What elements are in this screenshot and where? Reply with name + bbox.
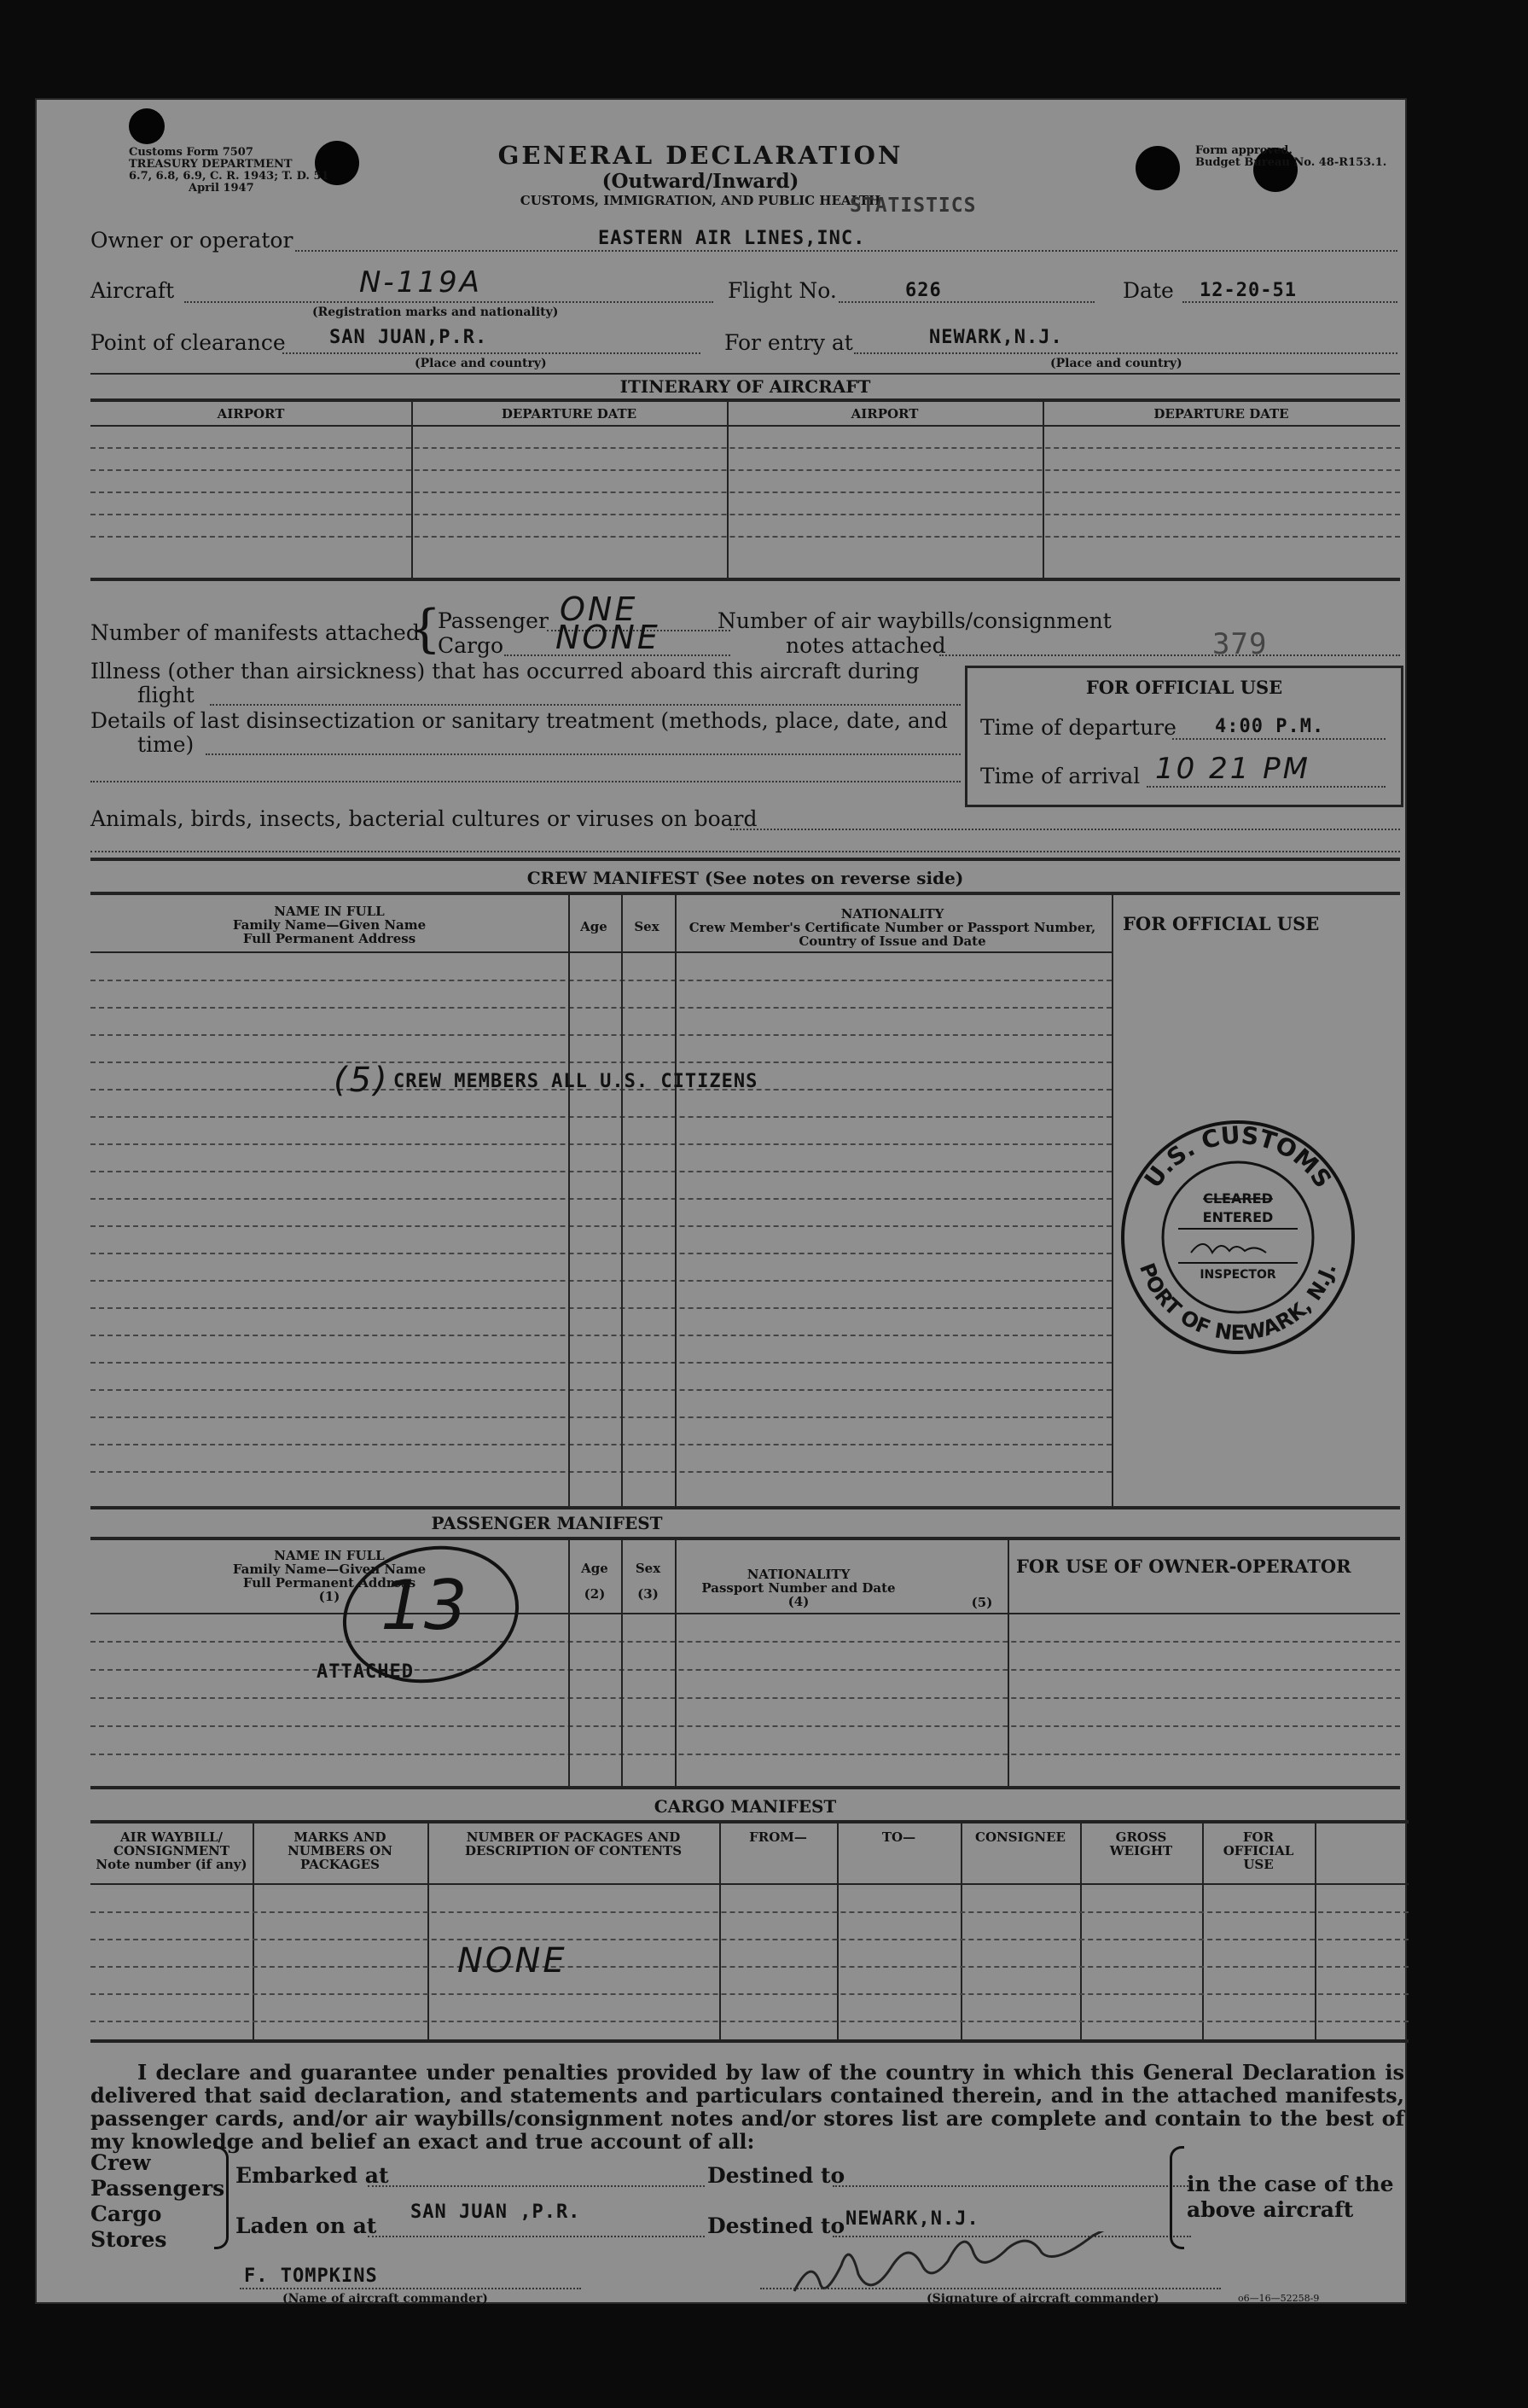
- form-subtitle: (Outward/Inward): [601, 170, 799, 193]
- entry-value: NEWARK,N.J.: [929, 327, 1063, 348]
- stamp-signature-mark: [1191, 1244, 1266, 1253]
- itinerary-top-rule: [90, 373, 1400, 375]
- itinerary-title-rule: [90, 398, 1400, 402]
- signature-label: (Signature of aircraft commander): [927, 2292, 1159, 2306]
- itinerary-divider-1: [411, 400, 413, 578]
- stamp-inner-ring: [1163, 1162, 1313, 1312]
- crew-header-rule: [90, 951, 1112, 953]
- form-title: GENERAL DECLARATION: [497, 141, 903, 170]
- cargo-col-header: [90, 1830, 253, 1871]
- cargo-divider: [837, 1822, 839, 2039]
- commander-label: (Name of aircraft commander): [282, 2292, 488, 2306]
- passenger-title: PASSENGER MANIFEST: [431, 1513, 663, 1533]
- cargo-col-header-line: OFFICIAL: [1223, 1843, 1294, 1858]
- cargo-col-header-line: USE: [1243, 1857, 1274, 1872]
- passenger-count-label: Passenger: [438, 608, 549, 633]
- crew-col-nat-sub-1: Crew Member's Certificate Number or Passport Number,: [688, 920, 1096, 935]
- itinerary-row-5: [90, 536, 1400, 538]
- passenger-row-2: [90, 1669, 1400, 1671]
- crew-col-name-sub-2: Full Permanent Address: [242, 931, 416, 946]
- declaration-text: I declare and guarantee under penalties provided by law of the country in which this General Declaration is delivered that said declaration, and statements and particulars contained therein, and in the attached manifests, passenger cards, and/or air waybills/consignment notes and/or stores list are complete and contain to the best of my knowledge and belief an exact and true account of all:: [90, 2060, 1404, 2154]
- crew-divider-sex: [621, 893, 623, 1506]
- laden-line: [368, 2236, 705, 2237]
- form-id: Customs Form 7507: [129, 146, 253, 159]
- arrival-time-line: [1147, 786, 1386, 788]
- cargo-divider: [961, 1822, 962, 2039]
- crew-title-rule: [90, 892, 1400, 895]
- clearance-label: Point of clearance: [90, 330, 286, 355]
- crew-row: [90, 1389, 1112, 1391]
- declaration-items: [90, 2150, 224, 2253]
- owner-value: EASTERN AIR LINES,INC.: [598, 228, 866, 249]
- cargo-count-value: NONE: [555, 619, 660, 656]
- stamp-top-path: U.S. CUSTOMS: [1138, 1120, 1338, 1194]
- declaration-sheet: [35, 98, 1407, 2304]
- waybill-label-2: notes attached: [786, 633, 946, 658]
- embarked-line: [368, 2185, 705, 2187]
- cargo-row: [90, 1966, 1409, 1968]
- aircraft-value: N-119A: [359, 265, 482, 300]
- crew-col-name-title: NAME IN FULL: [274, 904, 385, 919]
- itinerary-row-1: [90, 447, 1400, 449]
- clearance-value: SAN JUAN,P.R.: [329, 327, 488, 348]
- crew-row: [90, 1061, 1112, 1063]
- stamp-bottom-path: PORT OF NEWARK, N.J.: [1135, 1259, 1341, 1346]
- cargo-divider: [427, 1822, 429, 2039]
- owner-label: Owner or operator: [90, 228, 293, 253]
- passenger-divider-age: [568, 1538, 570, 1786]
- cargo-divider: [1202, 1822, 1204, 2039]
- regulations: 6.7, 6.8, 6.9, C. R. 1943; T. D. 51: [129, 170, 329, 183]
- cargo-divider: [719, 1822, 721, 2039]
- itinerary-col-airport-1: AIRPORT: [217, 406, 285, 422]
- passenger-count-value: ONE: [560, 590, 638, 628]
- itinerary-divider-2: [727, 400, 729, 578]
- itinerary-header-rule: [90, 425, 1400, 427]
- passenger-col-5: (5): [971, 1595, 993, 1610]
- destined-value: NEWARK,N.J.: [845, 2208, 979, 2230]
- cargo-bottom-rule: [90, 2039, 1409, 2043]
- cargo-title-rule: [90, 1820, 1409, 1823]
- crew-row: [90, 1444, 1112, 1445]
- waybill-line: [939, 654, 1400, 656]
- destined-label-1: Destined to: [707, 2163, 845, 2188]
- destined-line-1: [833, 2185, 1191, 2187]
- crew-row: [90, 1280, 1112, 1282]
- official-use-box: [965, 666, 1403, 807]
- arrival-time-value: 10 21 PM: [1155, 752, 1310, 786]
- itinerary-title: ITINERARY OF AIRCRAFT: [619, 376, 871, 397]
- aircraft-label: Aircraft: [90, 278, 175, 303]
- crew-row: [90, 1034, 1112, 1036]
- signature-line: [760, 2288, 1221, 2289]
- cargo-col-header-line: WEIGHT: [1109, 1843, 1173, 1858]
- animals-line-2: [90, 851, 1400, 852]
- laden-value: SAN JUAN ,P.R.: [410, 2202, 581, 2223]
- stamp-entered: ENTERED: [1202, 1209, 1274, 1225]
- owner-line: [295, 250, 1397, 252]
- disinsect-label-1: Details of last disinsectization or sanitary treatment (methods, place, date, and: [90, 708, 948, 733]
- animals-label: Animals, birds, insects, bacterial cultures or viruses on board: [90, 806, 758, 831]
- passenger-row-1: [90, 1641, 1400, 1643]
- cargo-col-header-line: CONSIGNMENT: [113, 1843, 229, 1858]
- cargo-col-header-line: NUMBER OF PACKAGES AND: [466, 1829, 681, 1845]
- passenger-attached: ATTACHED: [317, 1661, 414, 1683]
- date-line: [1182, 301, 1397, 303]
- passenger-divider-nat: [675, 1538, 677, 1786]
- cargo-col-header-line: MARKS AND: [293, 1829, 386, 1845]
- crew-row: [90, 1471, 1112, 1473]
- cargo-col-header-line: AIR WAYBILL/: [119, 1829, 224, 1845]
- customs-stamp: [1110, 1109, 1366, 1365]
- illness-label-1: Illness (other than airsickness) that has occurred aboard this aircraft during: [90, 659, 920, 683]
- passenger-title-rule: [90, 1537, 1400, 1540]
- cargo-col-header: [427, 1830, 719, 1858]
- cargo-row: [90, 1911, 1409, 1913]
- passenger-col-owner: FOR USE OF OWNER-OPERATOR: [1016, 1556, 1351, 1577]
- date-label: Date: [1123, 278, 1174, 303]
- aircraft-note: (Registration marks and nationality): [312, 305, 559, 319]
- cargo-col-header: [719, 1830, 837, 1844]
- form-subtitle-2: CUSTOMS, IMMIGRATION, AND PUBLIC HEALTH: [520, 193, 881, 208]
- crew-col-nationality: [675, 907, 1110, 948]
- manifests-label: Number of manifests attached: [90, 620, 420, 645]
- approval-line-1: Form approved.: [1195, 144, 1293, 157]
- passenger-row-5: [90, 1754, 1400, 1755]
- crew-row: [90, 1253, 1112, 1254]
- declaration-item-stores: Stores: [90, 2227, 167, 2252]
- cargo-col-header: [961, 1830, 1080, 1844]
- destined-label-2: Destined to: [707, 2213, 845, 2238]
- passenger-bottom-rule: [90, 1786, 1400, 1789]
- approval-block: [1195, 145, 1400, 169]
- crew-entry-text: CREW MEMBERS ALL U.S. CITIZENS: [393, 1071, 758, 1092]
- crew-entry-count: (5): [334, 1061, 390, 1100]
- passenger-col-nationality: [675, 1568, 922, 1608]
- date-value: 12-20-51: [1200, 280, 1297, 301]
- cargo-col-header: [1080, 1830, 1202, 1858]
- cargo-divider: [1080, 1822, 1082, 2039]
- cargo-divider: [253, 1822, 254, 2039]
- punch-hole-corner: [129, 108, 165, 144]
- case-line-2: above aircraft: [1187, 2197, 1354, 2222]
- cargo-row: [90, 1939, 1409, 1940]
- passenger-col-age-title: Age: [581, 1561, 608, 1576]
- cargo-col-header-line: PACKAGES: [300, 1857, 380, 1872]
- cargo-count-label: Cargo: [438, 633, 504, 658]
- passenger-col-nat-title: NATIONALITY: [747, 1567, 851, 1582]
- itinerary-bottom-rule: [90, 578, 1400, 581]
- crew-row: [90, 1362, 1112, 1364]
- aircraft-line: [184, 301, 713, 303]
- crew-row: [90, 1007, 1112, 1009]
- itinerary-divider-3: [1043, 400, 1044, 578]
- clearance-place-note: (Place and country): [415, 357, 547, 370]
- illness-line: [210, 704, 961, 706]
- passenger-row-4: [90, 1725, 1400, 1727]
- flight-no-value: 626: [905, 280, 942, 301]
- animals-line-1: [730, 829, 1400, 830]
- stamp-inspector: INSPECTOR: [1200, 1268, 1276, 1282]
- itinerary-col-date-2: DEPARTURE DATE: [1153, 406, 1289, 422]
- crew-col-nat-sub-2: Country of Issue and Date: [799, 934, 986, 949]
- clearance-line: [282, 352, 700, 354]
- crew-row: [90, 1335, 1112, 1336]
- waybill-label-1: Number of air waybills/consignment: [718, 608, 1112, 633]
- cargo-col-header-line: NUMBERS ON: [288, 1843, 392, 1858]
- form-id-block: [129, 147, 351, 195]
- cargo-col-header-line: FOR: [1242, 1829, 1275, 1845]
- flight-no-label: Flight No.: [728, 278, 837, 303]
- passenger-col-age: [568, 1562, 621, 1601]
- passenger-col-sex-title: Sex: [635, 1561, 661, 1576]
- crew-divider-nat: [675, 893, 677, 1506]
- itinerary-row-4: [90, 514, 1400, 515]
- crew-row: [90, 980, 1112, 981]
- cargo-col-header-line: Note number (if any): [96, 1857, 247, 1872]
- crew-bottom-rule: [90, 1506, 1400, 1509]
- disinsect-line-2: [90, 781, 961, 782]
- crew-col-official: FOR OFFICIAL USE: [1123, 913, 1320, 934]
- cargo-header-rule: [90, 1883, 1409, 1885]
- flight-no-line: [839, 301, 1095, 303]
- illness-label-2: flight: [137, 683, 195, 707]
- declaration-brace-left: [214, 2146, 229, 2249]
- cargo-title: CARGO MANIFEST: [654, 1796, 837, 1817]
- stamp-number: 379: [1212, 627, 1268, 661]
- manifests-brace: {: [409, 599, 442, 659]
- declaration-item-passengers: Passengers: [90, 2176, 225, 2201]
- crew-col-name-sub-1: Family Name—Given Name: [232, 917, 427, 933]
- passenger-col-sex-num: (3): [637, 1586, 659, 1602]
- itinerary-col-airport-2: AIRPORT: [851, 406, 919, 422]
- entry-place-note: (Place and country): [1050, 357, 1182, 370]
- departure-time-line: [1172, 738, 1386, 740]
- crew-top-rule: [90, 858, 1400, 861]
- form-date: April 1947: [189, 182, 254, 195]
- stamp-top-text: [1139, 1121, 1338, 1194]
- cargo-col-header-line: CONSIGNEE: [975, 1829, 1066, 1845]
- crew-row: [90, 1143, 1112, 1145]
- itinerary-row-3: [90, 491, 1400, 493]
- laden-label: Laden on at: [235, 2213, 377, 2238]
- crew-row: [90, 1171, 1112, 1172]
- cargo-divider: [1315, 1822, 1316, 2039]
- disinsect-label-2: time): [137, 732, 195, 757]
- statistics-stamp: STATISTICS: [850, 195, 977, 217]
- passenger-col-name-sub-2: Full Permanent Address: [242, 1575, 416, 1591]
- itinerary-col-date-1: DEPARTURE DATE: [501, 406, 637, 422]
- commander-line: [240, 2288, 581, 2289]
- passenger-header-rule: [90, 1613, 1400, 1614]
- crew-title: CREW MANIFEST (See notes on reverse side): [526, 868, 964, 888]
- passenger-col-age-num: (2): [584, 1586, 606, 1602]
- passenger-divider-sex: [621, 1538, 623, 1786]
- case-text: [1187, 2172, 1394, 2223]
- passenger-row-3: [90, 1697, 1400, 1699]
- official-use-title: FOR OFFICIAL USE: [1085, 677, 1283, 698]
- punch-hole-right-1: [1136, 146, 1180, 190]
- cargo-col-header-line: TO—: [881, 1829, 916, 1845]
- departure-time-value: 4:00 P.M.: [1215, 716, 1325, 737]
- cargo-entry: NONE: [457, 1941, 567, 1980]
- embarked-label: Embarked at: [235, 2163, 389, 2188]
- passenger-col-name-sub-1: Family Name—Given Name: [232, 1562, 427, 1577]
- passenger-divider-owner: [1008, 1538, 1009, 1786]
- cargo-col-header-line: FROM—: [749, 1829, 807, 1845]
- crew-row: [90, 1416, 1112, 1418]
- crew-row: [90, 1116, 1112, 1118]
- passenger-col-name-title: NAME IN FULL: [274, 1548, 385, 1563]
- arrival-time-label: Time of arrival: [980, 764, 1141, 788]
- passenger-col-nat-sub: Passport Number and Date: [701, 1580, 896, 1596]
- cargo-col-header: [253, 1830, 427, 1871]
- passenger-col-nat-num: (4): [787, 1594, 810, 1609]
- cargo-col-header-line: GROSS: [1115, 1829, 1167, 1845]
- crew-row: [90, 1198, 1112, 1200]
- cargo-col-header-line: DESCRIPTION OF CONTENTS: [464, 1843, 683, 1858]
- crew-col-age: Age: [580, 919, 607, 934]
- declaration-item-crew: Crew: [90, 2150, 151, 2175]
- entry-line: [854, 352, 1397, 354]
- case-line-1: in the case of the: [1187, 2172, 1394, 2196]
- commander-name: F. TOMPKINS: [244, 2265, 378, 2287]
- passenger-count: 13: [381, 1566, 468, 1645]
- entry-label: For entry at: [724, 330, 853, 355]
- crew-col-sex: Sex: [634, 919, 659, 934]
- itinerary-row-2: [90, 469, 1400, 471]
- crew-col-nat-title: NATIONALITY: [840, 906, 944, 922]
- cargo-row: [90, 1993, 1409, 1995]
- approval-line-2: Budget Bureau No. 48-R153.1.: [1195, 156, 1387, 169]
- crew-row: [90, 1307, 1112, 1309]
- signature-stroke: [794, 2231, 1127, 2291]
- print-code: o6—16—52258-9: [1238, 2293, 1320, 2304]
- cargo-col-header: [837, 1830, 961, 1844]
- departure-time-label: Time of departure: [980, 715, 1177, 740]
- disinsect-line-1: [206, 753, 961, 755]
- crew-divider-age: [568, 893, 570, 1506]
- department: TREASURY DEPARTMENT: [129, 158, 293, 171]
- cargo-col-header: [1202, 1830, 1315, 1871]
- stamp-cleared: CLEARED: [1203, 1190, 1273, 1207]
- passenger-col-sex: [621, 1562, 675, 1601]
- passenger-col-name-num: (1): [318, 1589, 340, 1604]
- declaration-item-cargo: Cargo: [90, 2202, 162, 2226]
- crew-row: [90, 1225, 1112, 1227]
- cargo-row: [90, 2021, 1409, 2022]
- crew-col-name: [90, 904, 568, 945]
